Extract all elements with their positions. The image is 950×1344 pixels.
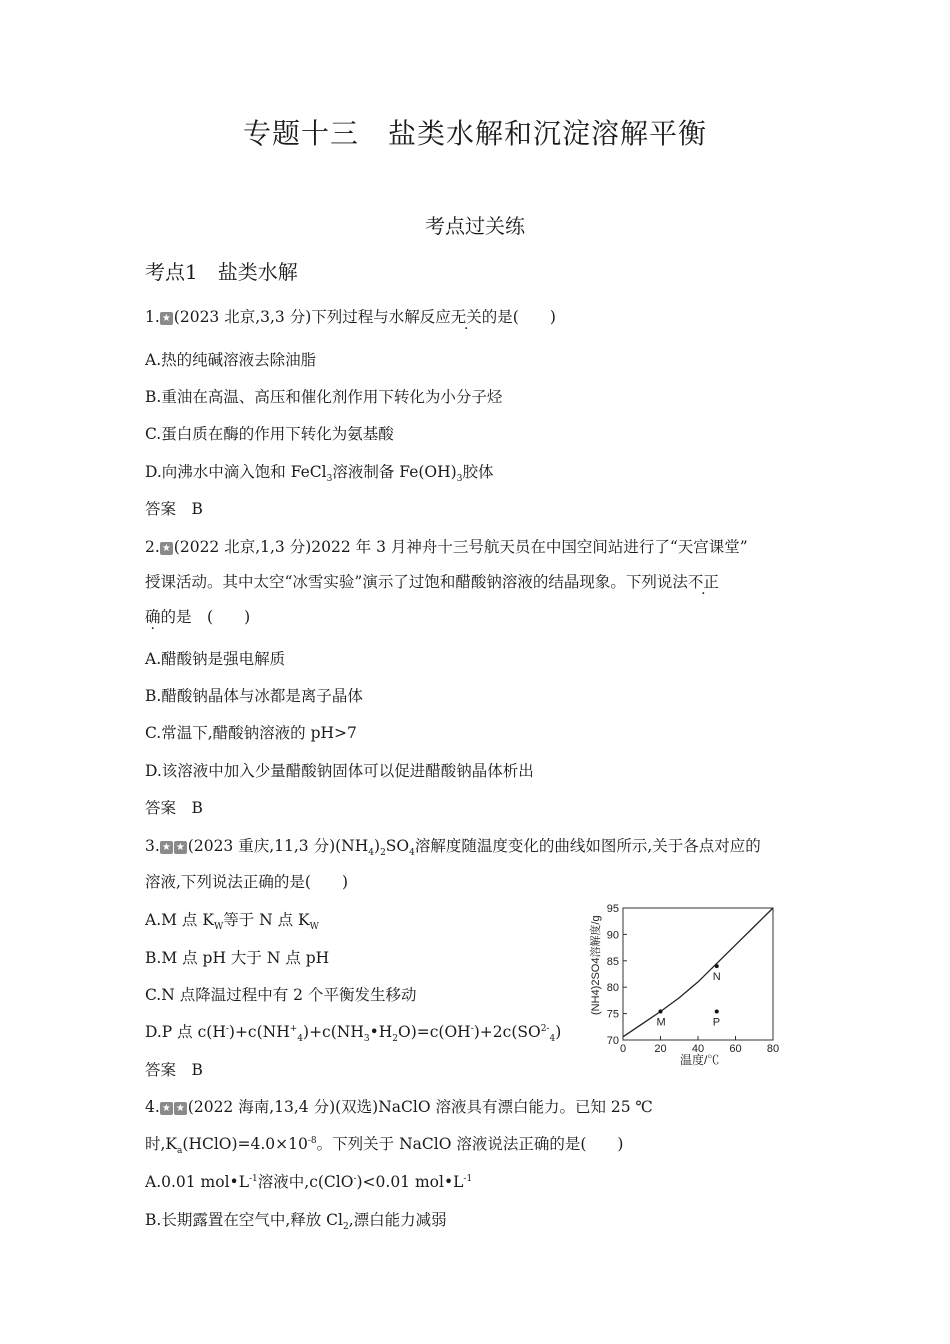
point-p: [715, 1009, 719, 1013]
x-tick-label: 80: [766, 1043, 780, 1055]
difficulty-star-icon: ★: [174, 841, 187, 854]
q3-option-a: A.M 点 $K_W$等于 N 点 $K_W$: [145, 911, 319, 933]
point-m: [659, 1009, 663, 1013]
y-tick-label: 85: [606, 955, 619, 968]
emphasis-dotted-text: 不正: [687, 573, 719, 591]
page-title: 专题十三 盐类水解和沉淀溶解平衡: [242, 117, 707, 150]
q3-option-b: B.M 点 pH 大于 N 点 pH: [145, 949, 330, 967]
q2-option-c: C.常温下,醋酸钠溶液的 pH>7: [145, 724, 357, 742]
y-tick-label: 90: [606, 929, 619, 942]
q4-stem-line2: 时$,K_a(HClO)=4.0\times 10^{-8}$。下列关于 NaClO 溶液说法正确的是( ): [145, 1135, 624, 1157]
y-tick-label: 80: [606, 982, 619, 995]
y-axis-label: (NH4)2SO4溶解度/g: [590, 915, 602, 1015]
q2-answer: 答案 B: [145, 799, 203, 817]
q1-option-a: A.热的纯碱溶液去除油脂: [145, 351, 317, 369]
q1-option-c: C.蛋白质在酶的作用下转化为氨基酸: [145, 425, 394, 443]
point-label-n: N: [712, 971, 721, 984]
plot-frame: [623, 908, 773, 1040]
q3-option-c: C.N 点降温过程中有 2 个平衡发生移动: [145, 986, 417, 1004]
y-tick-label: 95: [606, 903, 619, 915]
x-tick-label: 0: [619, 1043, 627, 1055]
x-tick-label: 20: [654, 1043, 667, 1055]
x-tick-label: 40: [691, 1043, 705, 1055]
section-heading: 考点1 盐类水解: [145, 260, 298, 284]
q2-stem-line3: 确的是 ( ): [145, 608, 251, 626]
q2-stem-line2: 授课活动。其中太空“冰雪实验”演示了过饱和醋酸钠溶液的结晶现象。下列说法不正: [145, 573, 719, 591]
difficulty-star-icon: ★: [160, 1102, 173, 1115]
difficulty-star-icon: ★: [174, 1102, 187, 1115]
q1-answer: 答案 B: [145, 500, 203, 518]
y-tick-label: 75: [606, 1008, 619, 1021]
x-tick-label: 60: [729, 1043, 742, 1055]
q3-stem-line2: 溶液,下列说法正确的是( ): [145, 873, 349, 891]
q1-option-b: B.重油在高温、高压和催化剂作用下转化为小分子烃: [145, 388, 503, 406]
q1-stem: 1. ★ (2023 北京,3,3 分)下列过程与水解反应无关的是( ): [145, 308, 556, 326]
x-axis-label: 温度/℃: [680, 1053, 720, 1067]
section-subtitle: 考点过关练: [425, 214, 525, 238]
q3-answer: 答案 B: [145, 1061, 203, 1079]
emphasis-dotted-text: 无关: [450, 308, 482, 326]
q1-option-d: D.向沸水中滴入饱和 FeCl$_3$溶液制备 $Fe(OH)_3$胶体: [145, 463, 494, 485]
point-n: [715, 964, 719, 968]
q4-option-a: A.0.01 $mol•L^{-1}$溶液中,c(ClO-)<0.01 $mol•L^{-1}$: [145, 1173, 473, 1191]
difficulty-star-icon: ★: [160, 312, 173, 325]
difficulty-star-icon: ★: [160, 542, 173, 555]
emphasis-dotted-text: 确: [145, 608, 161, 626]
solubility-chart: [585, 900, 785, 1070]
q2-option-a: A.醋酸钠是强电解质: [145, 650, 286, 668]
q4-option-b: B.长期露置在空气中,释放 $Cl_2$,漂白能力减弱: [145, 1211, 447, 1233]
q2-stem-line1: 2. ★ (2022 北京,1,3 分)2022 年 3 月神舟十三号航天员在中国空间站进行了“天宫课堂”: [145, 538, 748, 556]
q2-option-d: D.该溶液中加入少量醋酸钠固体可以促进醋酸钠晶体析出: [145, 762, 534, 780]
q4-stem-line1: 4. ★ ★ (2022 海南,13,4 分)(双选)NaClO 溶液具有漂白能力。已知 25 ℃: [145, 1098, 653, 1116]
point-label-p: P: [712, 1016, 721, 1029]
q3-option-d: D.P 点 $c(H^-)+c(NH^+_4)+c(NH_3•H_2O)=c(OH^-)+2c(SO^{2-}_4)$: [145, 1023, 562, 1045]
y-tick-label: 70: [606, 1035, 619, 1047]
point-label-m: M: [656, 1016, 666, 1029]
q3-stem-line1: 3. ★ ★ (2023 重庆,11,3 分)$(NH_4)_2SO_4$溶解度随温度变化的曲线如图所示,关于各点对应的: [145, 837, 761, 859]
q2-option-b: B.醋酸钠晶体与冰都是离子晶体: [145, 687, 363, 705]
difficulty-star-icon: ★: [160, 841, 173, 854]
